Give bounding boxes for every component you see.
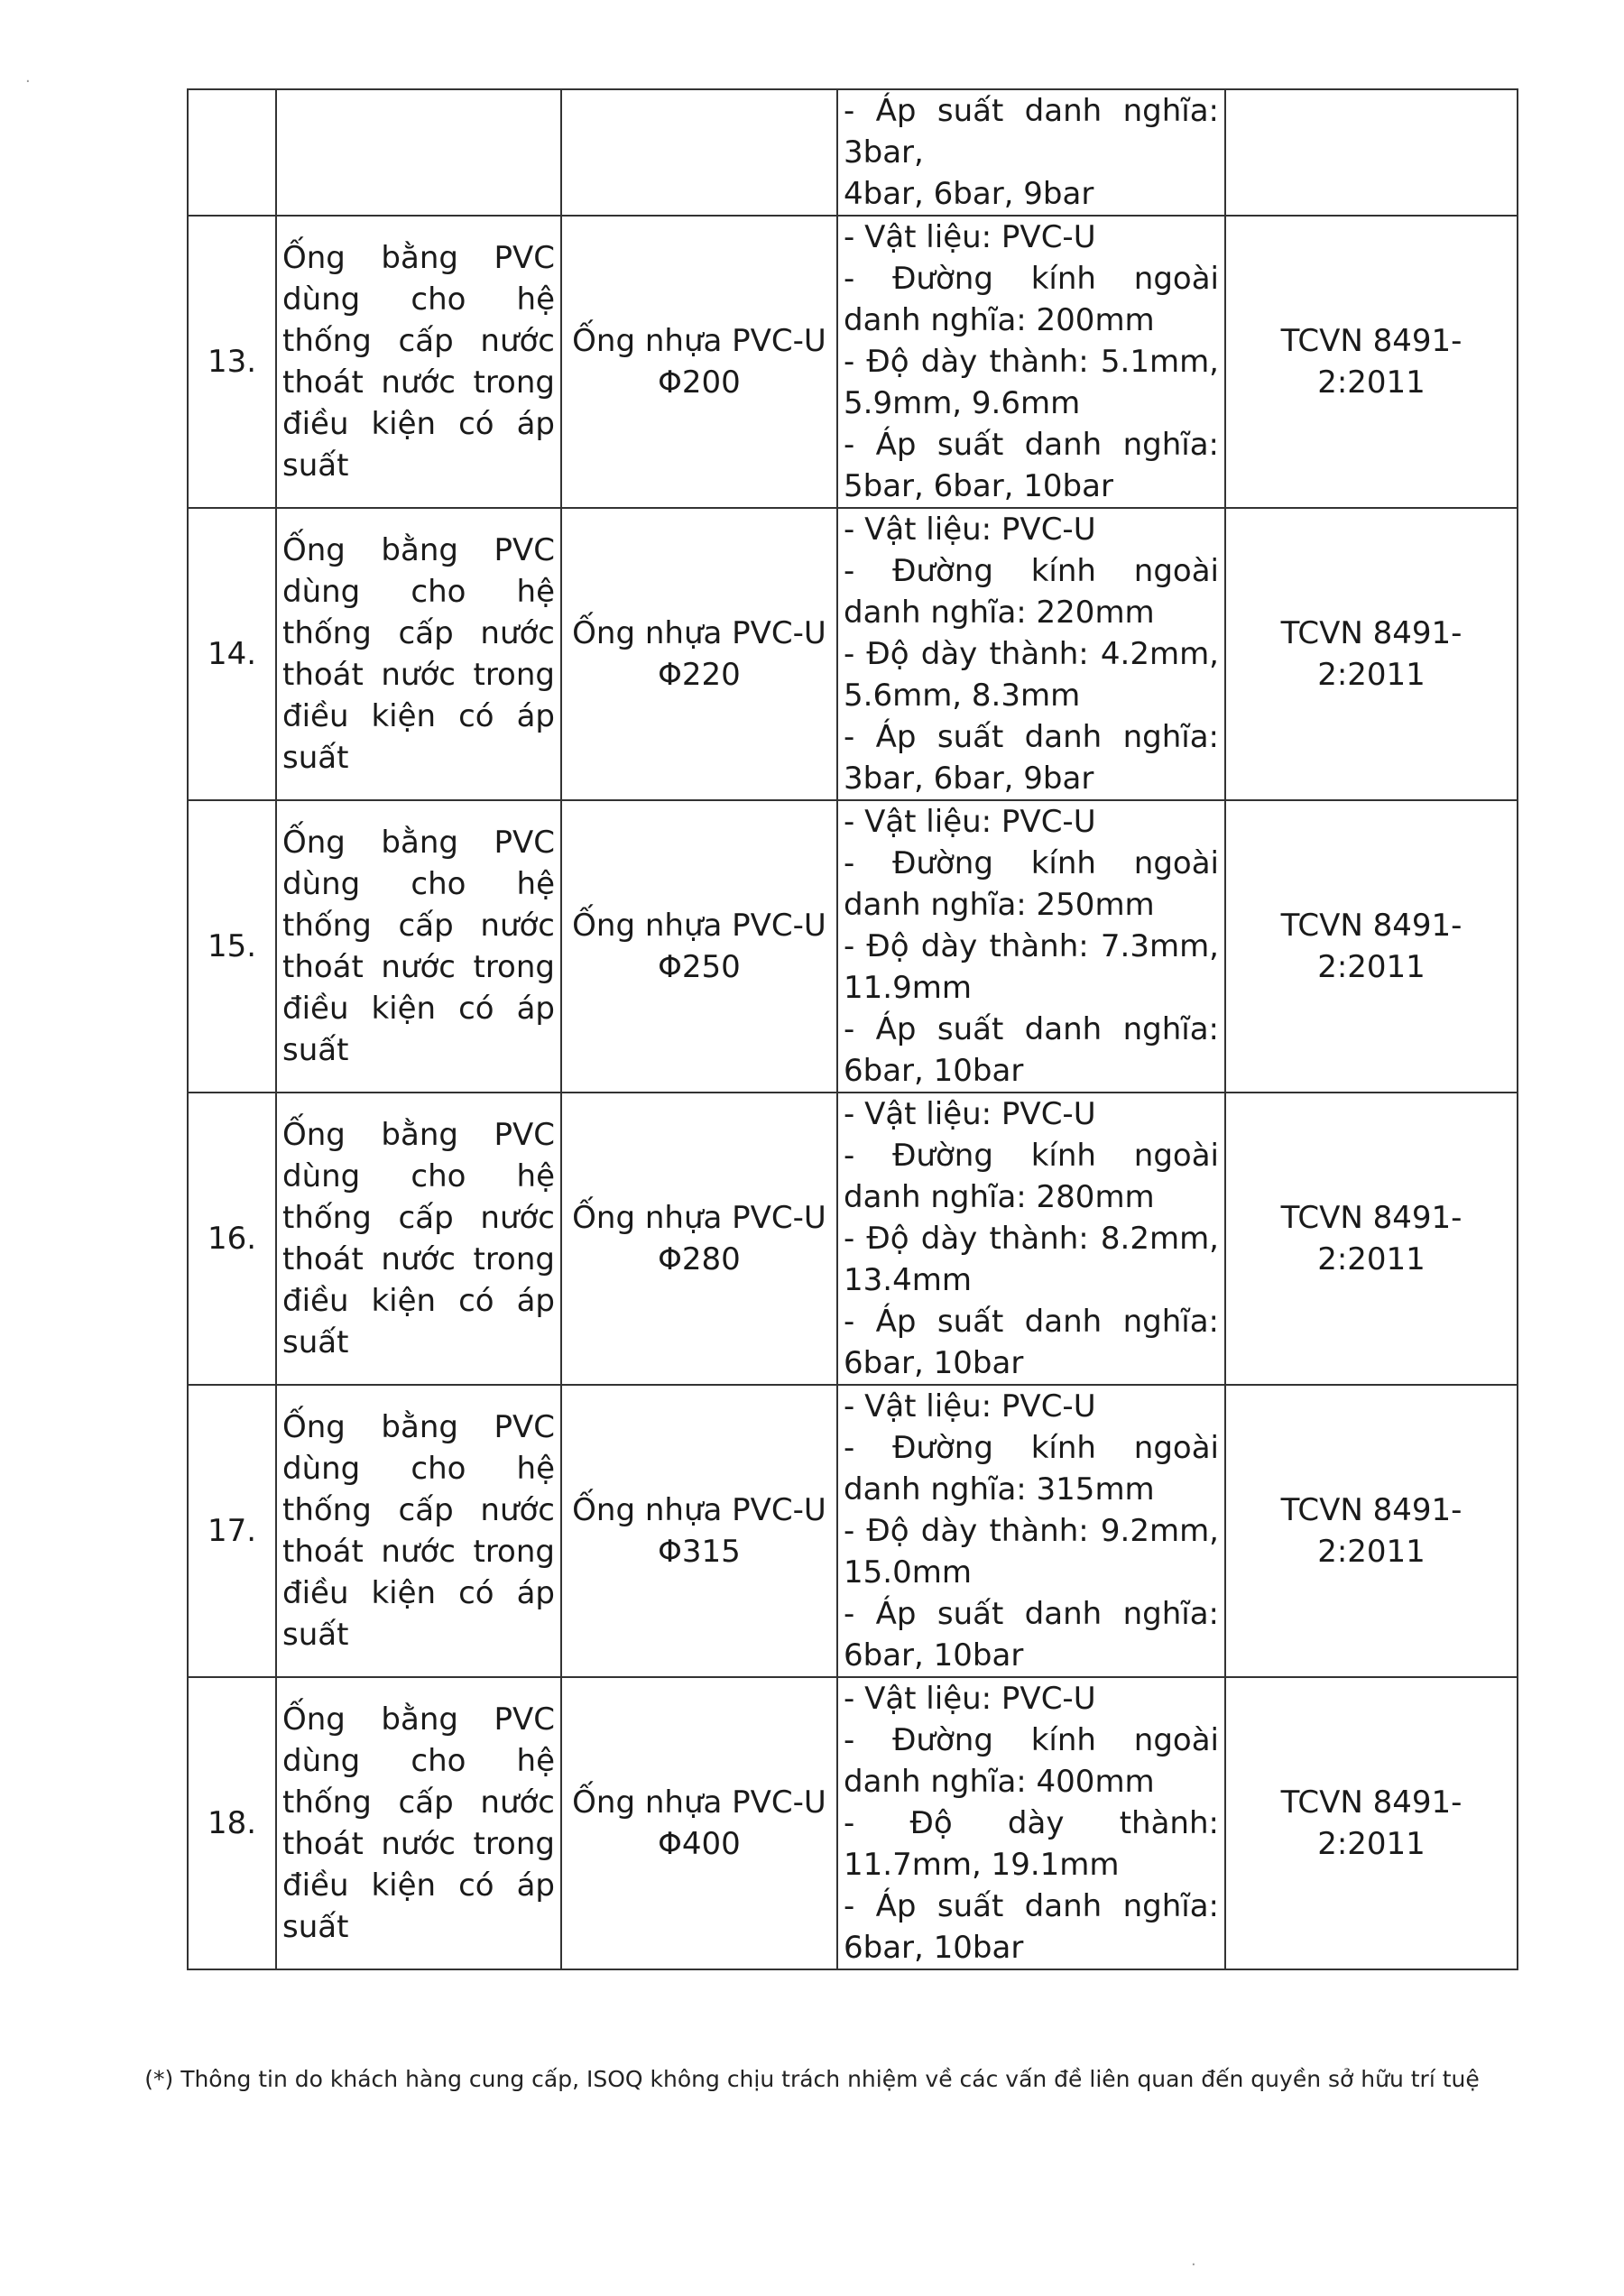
spec-line: - Vật liệu: PVC-U	[844, 1681, 1096, 1717]
product-description: Ống bằng PVC dùng cho hệ thống cấp nước thoát nước trong điều kiện có áp suất	[276, 508, 561, 800]
spec-line: - Áp suất danh nghĩa: 6bar, 10bar	[844, 1888, 1219, 1966]
product-name	[561, 216, 837, 508]
spec-line: - Đường kính ngoài danh nghĩa: 200mm	[844, 261, 1219, 338]
product-size: Φ400	[658, 1826, 741, 1862]
product-description: Ống bằng PVC dùng cho hệ thống cấp nước thoát nước trong điều kiện có áp suất	[276, 1385, 561, 1677]
table-row	[188, 216, 1518, 508]
product-name	[561, 1385, 837, 1677]
row-number: 16.	[188, 1093, 276, 1385]
table-row	[188, 1385, 1518, 1677]
spec-line: - Đường kính ngoài danh nghĩa: 400mm	[844, 1722, 1219, 1800]
row-number: 17.	[188, 1385, 276, 1677]
spec-line: 4bar, 6bar, 9bar	[844, 176, 1094, 212]
product-size: Φ200	[658, 364, 741, 401]
spec-line: - Đường kính ngoài danh nghĩa: 280mm	[844, 1138, 1219, 1215]
product-name-line: Ống nhựa PVC-U	[572, 615, 826, 651]
product-specs	[837, 1677, 1225, 1969]
spec-line: - Vật liệu: PVC-U	[844, 804, 1096, 840]
product-size: Φ315	[658, 1534, 741, 1570]
spec-line: - Độ dày thành: 5.1mm, 5.9mm, 9.6mm	[844, 344, 1219, 421]
product-name	[561, 1093, 837, 1385]
spec-line: - Áp suất danh nghĩa: 3bar,	[844, 93, 1219, 171]
standard-code: TCVN 8491-2:2011	[1225, 1677, 1518, 1969]
spec-line: - Độ dày thành: 8.2mm, 13.4mm	[844, 1221, 1219, 1298]
product-specs	[837, 1093, 1225, 1385]
product-size: Φ220	[658, 657, 741, 693]
product-description: Ống bằng PVC dùng cho hệ thống cấp nước thoát nước trong điều kiện có áp suất	[276, 1093, 561, 1385]
standard-code: TCVN 8491-2:2011	[1225, 1385, 1518, 1677]
spec-line: - Vật liệu: PVC-U	[844, 1096, 1096, 1132]
spec-line: - Đường kính ngoài danh nghĩa: 315mm	[844, 1430, 1219, 1508]
table-row	[188, 1093, 1518, 1385]
footnote: (*) Thông tin do khách hàng cung cấp, ISOQ không chịu trách nhiệm về các vấn đề liên quan đến quyền sở hữu trí tuệ	[144, 2066, 1480, 2092]
spec-line: - Áp suất danh nghĩa: 6bar, 10bar	[844, 1596, 1219, 1674]
row-number: 14.	[188, 508, 276, 800]
product-name-line: Ống nhựa PVC-U	[572, 323, 826, 359]
product-name-line: Ống nhựa PVC-U	[572, 908, 826, 944]
product-specs	[837, 216, 1225, 508]
product-specs	[837, 800, 1225, 1093]
product-name-line: Ống nhựa PVC-U	[572, 1492, 826, 1528]
product-name-line: Ống nhựa PVC-U	[572, 1200, 826, 1236]
product-specs	[837, 508, 1225, 800]
spec-line: - Đường kính ngoài danh nghĩa: 220mm	[844, 553, 1219, 631]
spec-line: - Độ dày thành: 4.2mm, 5.6mm, 8.3mm	[844, 636, 1219, 714]
product-specs	[837, 1385, 1225, 1677]
row-number: 13.	[188, 216, 276, 508]
spec-line: - Áp suất danh nghĩa: 6bar, 10bar	[844, 1011, 1219, 1089]
spec-line: - Độ dày thành: 7.3mm, 11.9mm	[844, 928, 1219, 1006]
standard-code: TCVN 8491-2:2011	[1225, 508, 1518, 800]
cell-empty	[1225, 89, 1518, 216]
row-number: 15.	[188, 800, 276, 1093]
spec-line: - Áp suất danh nghĩa: 5bar, 6bar, 10bar	[844, 427, 1219, 504]
product-spec-table	[187, 88, 1518, 1970]
product-name	[561, 1677, 837, 1969]
cell-empty	[276, 89, 561, 216]
scan-speck: ·	[1191, 2255, 1196, 2274]
spec-line: - Độ dày thành: 11.7mm, 19.1mm	[844, 1805, 1219, 1883]
cell-empty	[561, 89, 837, 216]
standard-code: TCVN 8491-2:2011	[1225, 216, 1518, 508]
continued-spec-cell	[837, 89, 1225, 216]
product-size: Φ280	[658, 1241, 741, 1277]
product-description: Ống bằng PVC dùng cho hệ thống cấp nước thoát nước trong điều kiện có áp suất	[276, 800, 561, 1093]
spec-line: - Áp suất danh nghĩa: 6bar, 10bar	[844, 1304, 1219, 1381]
spec-line: - Vật liệu: PVC-U	[844, 219, 1096, 255]
cell-empty	[188, 89, 276, 216]
product-description: Ống bằng PVC dùng cho hệ thống cấp nước thoát nước trong điều kiện có áp suất	[276, 1677, 561, 1969]
standard-code: TCVN 8491-2:2011	[1225, 800, 1518, 1093]
product-name-line: Ống nhựa PVC-U	[572, 1784, 826, 1821]
continued-row	[188, 89, 1518, 216]
product-description: Ống bằng PVC dùng cho hệ thống cấp nước thoát nước trong điều kiện có áp suất	[276, 216, 561, 508]
product-name	[561, 800, 837, 1093]
row-number: 18.	[188, 1677, 276, 1969]
scan-speck: ·	[25, 72, 31, 91]
spec-line: - Vật liệu: PVC-U	[844, 512, 1096, 548]
product-name	[561, 508, 837, 800]
spec-line: - Áp suất danh nghĩa: 3bar, 6bar, 9bar	[844, 719, 1219, 797]
spec-line: - Đường kính ngoài danh nghĩa: 250mm	[844, 845, 1219, 923]
spec-line: - Vật liệu: PVC-U	[844, 1388, 1096, 1425]
table-row	[188, 1677, 1518, 1969]
table-row	[188, 800, 1518, 1093]
product-size: Φ250	[658, 949, 741, 985]
spec-line: - Độ dày thành: 9.2mm, 15.0mm	[844, 1513, 1219, 1591]
standard-code: TCVN 8491-2:2011	[1225, 1093, 1518, 1385]
table-row	[188, 508, 1518, 800]
